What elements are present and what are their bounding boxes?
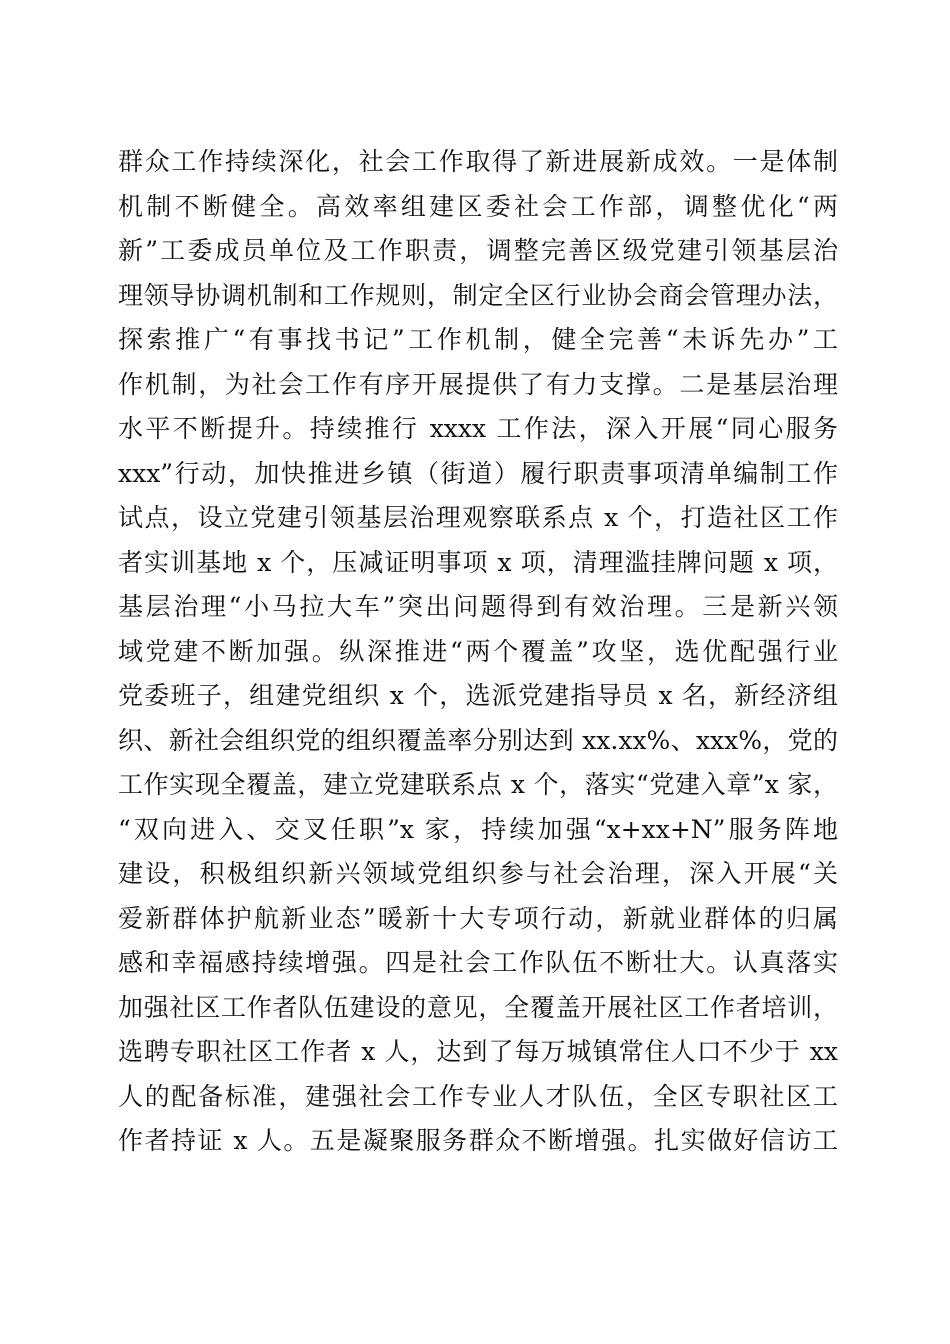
text-line: 试点，设立党建引领基层治理观察联系点 x 个，打造社区工作	[118, 503, 838, 532]
text-line: 者实训基地 x 个，压减证明事项 x 项，清理滥挂牌问题 x 项，	[118, 547, 838, 577]
text-line: 基层治理“小马拉大车”突出问题得到有效治理。三是新兴领	[118, 592, 838, 621]
text-line: 建设，积极组织新兴领域党组织参与社会治理，深入开展“关	[118, 859, 838, 888]
text-line: 水平不断提升。持续推行 xxxx 工作法，深入开展“同心服务	[118, 414, 838, 443]
text-line: 感和幸福感持续增强。四是社会工作队伍不断壮大。认真落实	[118, 948, 838, 977]
text-line: 人的配备标准，建强社会工作专业人才队伍，全区专职社区工	[118, 1081, 838, 1111]
text-line: 理领导协调机制和工作规则，制定全区行业协会商会管理办法，	[118, 280, 838, 310]
text-line: 作机制，为社会工作有序开展提供了有力支撑。二是基层治理	[118, 369, 838, 399]
text-line: 机制不断健全。高效率组建区委社会工作部，调整优化“两	[118, 191, 838, 221]
text-line: xxx”行动，加快推进乡镇（街道）履行职责事项清单编制工作	[118, 458, 838, 488]
text-line: 工作实现全覆盖，建立党建联系点 x 个，落实“党建入章”x 家，	[118, 770, 838, 799]
text-line: 织、新社会组织党的组织覆盖率分别达到 xx.xx%、xxx%，党的	[118, 725, 838, 755]
text-line: 新”工委成员单位及工作职责，调整完善区级党建引领基层治	[118, 236, 838, 265]
text-line: 群众工作持续深化，社会工作取得了新进展新成效。一是体制	[118, 147, 838, 176]
text-line: 选聘专职社区工作者 x 人，达到了每万城镇常住人口不少于 xx	[118, 1037, 838, 1066]
text-line: 爱新群体护航新业态”暖新十大专项行动，新就业群体的归属	[118, 903, 838, 933]
text-line: 探索推广“有事找书记”工作机制，健全完善“未诉先办”工	[118, 325, 838, 354]
text-line: 加强社区工作者队伍建设的意见，全覆盖开展社区工作者培训，	[118, 992, 838, 1022]
text-line: 域党建不断加强。纵深推进“两个覆盖”攻坚，选优配强行业	[118, 636, 838, 666]
text-line: 作者持证 x 人。五是凝聚服务群众不断增强。扎实做好信访工	[118, 1126, 838, 1155]
text-line: 党委班子，组建党组织 x 个，选派党建指导员 x 名，新经济组	[118, 681, 838, 710]
body-paragraph	[118, 140, 838, 1164]
text-line: “双向进入、交叉任职”x 家，持续加强“x+xx+N”服务阵地	[118, 814, 838, 844]
